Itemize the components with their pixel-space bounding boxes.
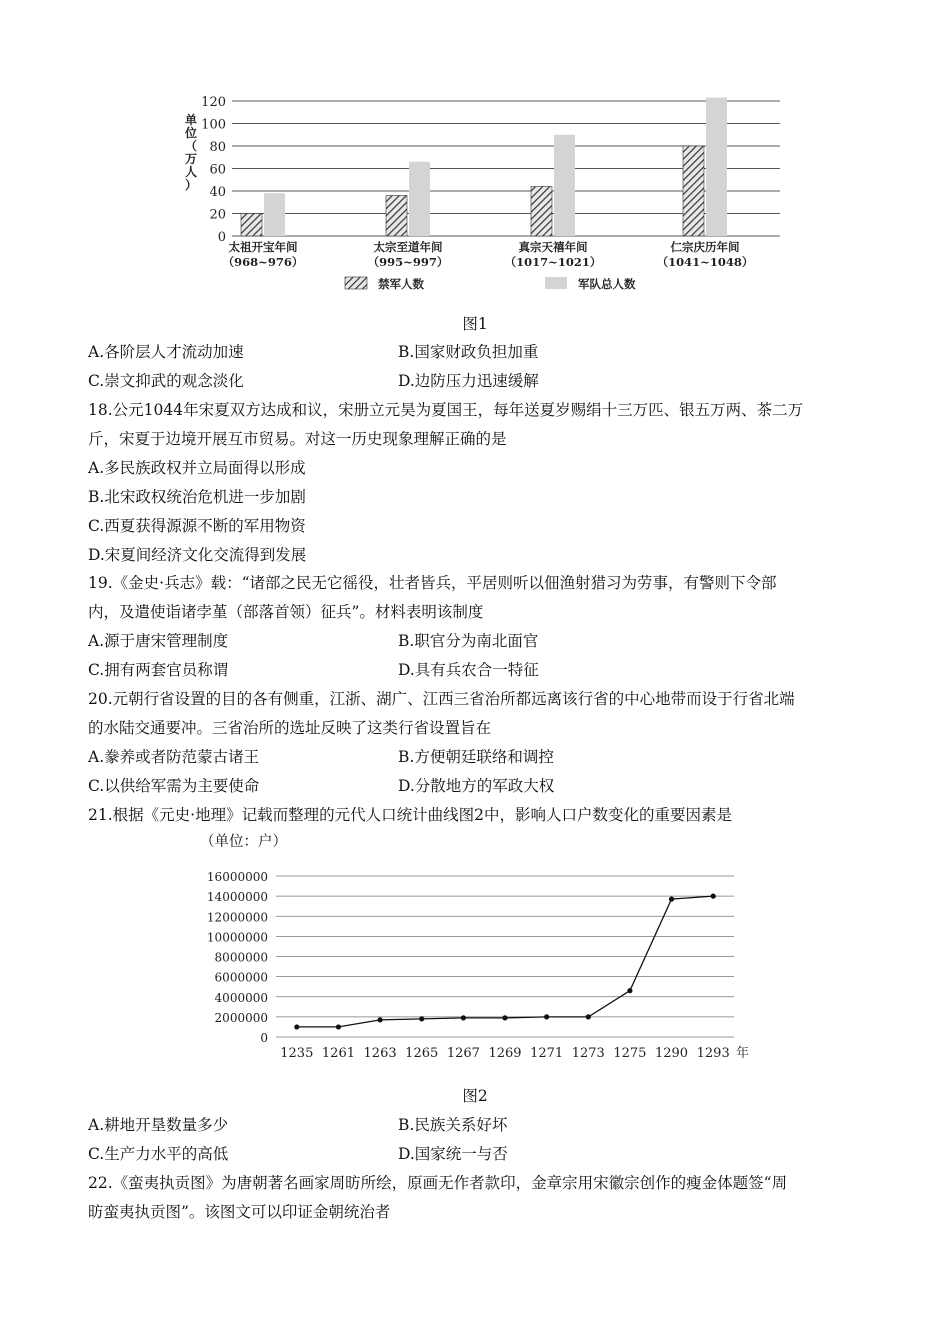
q22-stem-line1: 22.《蛮夷执贡图》为唐朝著名画家周昉所绘，原画无作者款印，金章宗用宋徽宗创作的瘦金体题签“周	[88, 1174, 788, 1192]
f1-category-years-3: （1041~1048）	[656, 255, 754, 269]
f2-ytick-1: 2000000	[214, 1010, 268, 1025]
f2-point-6	[544, 1014, 549, 1019]
f1-bar-禁军人数-2	[531, 187, 552, 237]
q21-stem: 21.根据《元史·地理》记载而整理的元代人口统计曲线图2中，影响人口户数变化的重要因素是	[88, 806, 732, 824]
q18-stem-line1: 18.公元1044年宋夏双方达成和议，宋册立元昊为夏国王，每年送夏岁赐绢十三万匹、银五万两、茶二万	[88, 401, 804, 419]
q19-stem-line1: 19.《金史·兵志》载：“诸部之民无它徭役，壮者皆兵，平居则听以佃渔射猎习为劳事，有警则下令部	[88, 574, 777, 592]
f2-point-3	[419, 1016, 424, 1021]
f2-ytick-5: 10000000	[206, 930, 268, 945]
q21-option-c[interactable]: C.生产力水平的高低	[88, 1145, 229, 1163]
f1-ylabel: 单位（万人）	[185, 113, 198, 192]
f1-category-label-0: 太祖开宝年间	[228, 240, 298, 254]
f2-xtick-1: 1261	[321, 1046, 356, 1061]
q18-option-b[interactable]: B.北宋政权统治危机进一步加剧	[88, 488, 306, 506]
f2-xtick-10: 1293	[696, 1046, 730, 1061]
f2-xtick-6: 1271	[530, 1046, 564, 1061]
f2-point-10	[711, 894, 716, 899]
f2-ytick-6: 12000000	[206, 910, 268, 925]
figure2-line-chart	[0, 860, 950, 1070]
f2-xtick-7: 1273	[571, 1046, 605, 1061]
f1-ytick-4: 80	[209, 140, 226, 155]
f1-legend-swatch-0	[345, 277, 367, 289]
f2-xtick-3: 1265	[405, 1046, 439, 1061]
q20-option-c[interactable]: C.以供给军需为主要使命	[88, 777, 260, 795]
f1-category-years-0: （968~976）	[222, 255, 304, 269]
figure2-caption: 图2	[462, 1087, 488, 1105]
f2-ytick-3: 6000000	[214, 970, 268, 985]
f1-ytick-3: 60	[209, 162, 226, 178]
q20-stem-line1: 20.元朝行省设置的目的各有侧重，江浙、湖广、江西三省治所都远离该行省的中心地带而设于行省北端	[88, 690, 795, 708]
f2-ytick-0: 0	[260, 1031, 268, 1045]
q20-stem-line2: 的水陆交通要冲。三省治所的选址反映了这类行省设置旨在	[88, 719, 492, 737]
f1-category-years-1: （995~997）	[367, 255, 449, 269]
q19-stem-line2: 内，及遣使诣诸孛堇（部落首领）征兵”。材料表明该制度	[88, 603, 484, 621]
f2-point-5	[502, 1015, 507, 1020]
f2-point-8	[627, 988, 632, 993]
f1-bar-军队总人数-0	[264, 193, 285, 236]
q17-option-d[interactable]: D.边防压力迅速缓解	[398, 372, 539, 390]
f2-ytick-4: 8000000	[214, 950, 268, 965]
f1-bar-禁军人数-1	[386, 196, 407, 237]
q17-option-c[interactable]: C.崇文抑武的观念淡化	[88, 372, 244, 390]
q19-option-c[interactable]: C.拥有两套官员称谓	[88, 661, 229, 679]
f1-ytick-0: 0	[217, 230, 226, 245]
q19-option-d[interactable]: D.具有兵农合一特征	[398, 661, 539, 679]
f2-point-2	[377, 1017, 382, 1022]
q18-stem-line2: 斤，宋夏于边境开展互市贸易。对这一历史现象理解正确的是	[88, 430, 507, 448]
f2-point-7	[586, 1014, 591, 1019]
figure1-bar-chart	[0, 0, 950, 310]
f2-ytick-7: 14000000	[206, 890, 268, 905]
q19-option-b[interactable]: B.职官分为南北面官	[398, 632, 539, 650]
q19-option-a[interactable]: A.源于唐宋管理制度	[88, 632, 229, 650]
q18-option-a[interactable]: A.多民族政权并立局面得以形成	[88, 459, 306, 477]
q20-option-b[interactable]: B.方便朝廷联络和调控	[398, 748, 554, 766]
f2-xtick-8: 1275	[613, 1046, 647, 1061]
f1-bar-军队总人数-1	[409, 162, 430, 236]
f1-category-label-3: 仁宗庆历年间	[670, 240, 740, 254]
f1-bar-禁军人数-0	[241, 214, 262, 237]
f1-legend-label-0: 禁军人数	[378, 277, 424, 291]
f1-category-label-1: 太宗至道年间	[373, 240, 443, 254]
q20-option-d[interactable]: D.分散地方的军政大权	[398, 777, 555, 795]
f1-category-label-2: 真宗天禧年间	[518, 240, 588, 254]
q17-option-b[interactable]: B.国家财政负担加重	[398, 343, 539, 361]
f1-ytick-5: 100	[201, 117, 226, 133]
f1-bar-军队总人数-2	[554, 135, 575, 236]
f1-bar-禁军人数-3	[683, 146, 704, 236]
f2-unit-label: （单位：户）	[200, 834, 287, 850]
f1-category-years-2: （1017~1021）	[504, 255, 602, 269]
figure1-caption: 图1	[462, 315, 488, 333]
f1-legend-swatch-1	[545, 277, 567, 289]
f2-xtick-0: 1235	[280, 1046, 314, 1061]
f2-xtick-5: 1269	[488, 1046, 522, 1061]
f2-ytick-2: 4000000	[214, 990, 268, 1005]
q20-option-a[interactable]: A.豢养或者防范蒙古诸王	[88, 748, 260, 766]
f1-bar-军队总人数-3	[706, 98, 727, 236]
q22-stem-line2: 昉蛮夷执贡图”。该图文可以印证金朝统治者	[88, 1203, 391, 1221]
q18-option-d[interactable]: D.宋夏间经济文化交流得到发展	[88, 546, 307, 564]
q17-option-a[interactable]: A.各阶层人才流动加速	[88, 343, 244, 361]
f2-xtick-9: 1290	[654, 1046, 689, 1061]
f1-legend-label-1: 军队总人数	[578, 277, 636, 291]
f2-ytick-8: 16000000	[206, 870, 268, 884]
f2-xtick-4: 1267	[446, 1046, 480, 1061]
q21-option-b[interactable]: B.民族关系好坏	[398, 1116, 508, 1134]
f1-ytick-1: 20	[209, 207, 226, 223]
f1-ytick-2: 40	[209, 185, 226, 200]
q18-option-c[interactable]: C.西夏获得源源不断的军用物资	[88, 517, 306, 535]
q21-option-d[interactable]: D.国家统一与否	[398, 1145, 508, 1163]
f2-point-4	[461, 1015, 466, 1020]
f1-ytick-6: 120	[201, 95, 226, 110]
f2-series-line	[297, 896, 713, 1027]
f2-point-9	[669, 897, 674, 902]
q21-option-a[interactable]: A.耕地开垦数量多少	[88, 1116, 229, 1134]
f2-point-1	[336, 1024, 341, 1029]
f2-xtick-2: 1263	[363, 1046, 397, 1061]
f2-x-suffix: 年	[736, 1046, 750, 1061]
f2-point-0	[294, 1024, 299, 1029]
